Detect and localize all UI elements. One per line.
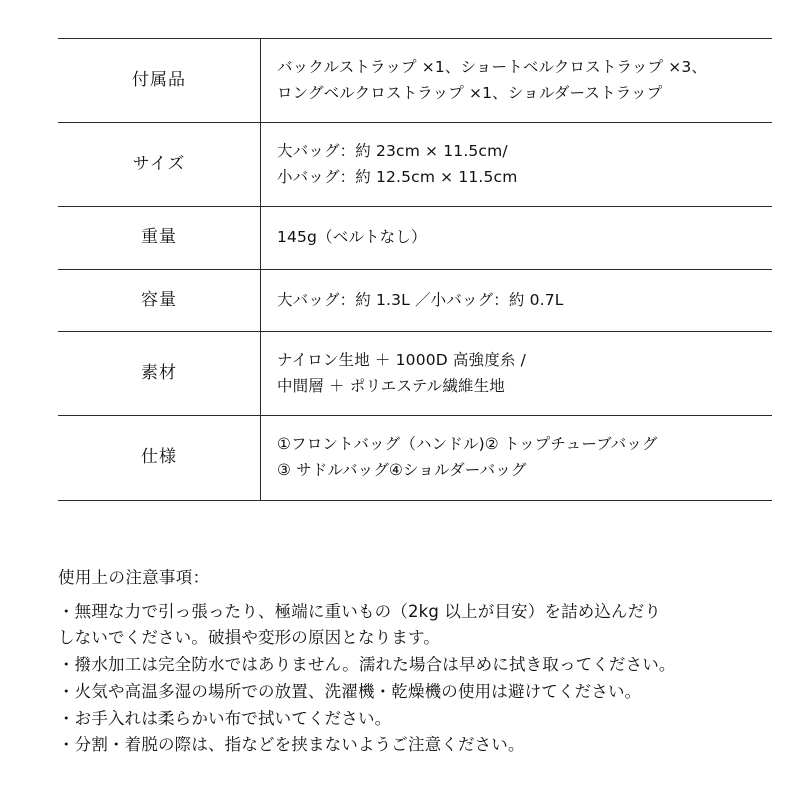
table-row [58, 207, 772, 270]
table-row [58, 39, 772, 123]
spec-label: 重量 [58, 207, 261, 270]
note-line: しないでください。破損や変形の原因となります。 [58, 628, 440, 648]
note-line: ・無理な力で引っ張ったり、極端に重いもの（2kg 以上が目安）を詰め込んだり [58, 601, 662, 621]
note-line: ・お手入れは柔らかい布で拭いてください。 [58, 708, 392, 728]
table-row [58, 332, 772, 416]
spec-label: 素材 [58, 332, 261, 416]
spec-value-line: 大バッグ：約 23cm × 11.5cm/ [277, 142, 508, 161]
spec-label: サイズ [58, 123, 261, 207]
spec-value [261, 39, 773, 123]
table-row [58, 269, 772, 332]
specification-table [58, 38, 772, 501]
notes-title: 使用上の注意事項： [58, 568, 210, 587]
table-row [58, 416, 772, 500]
spec-value [261, 416, 773, 500]
note-line: ・撥水加工は完全防水ではありません。濡れた場合は早めに拭き取ってください。 [58, 655, 676, 675]
spec-value [261, 207, 773, 270]
note-line: ・火気や高温多湿の場所での放置、洗濯機・乾燥機の使用は避けてください。 [58, 681, 642, 701]
spec-value-line: 中間層 ＋ ポリエステル繊維生地 [277, 376, 505, 395]
spec-value [261, 269, 773, 332]
spec-value-line: ①フロントバッグ（ハンドル)② トップチューブバッグ [277, 435, 658, 454]
spec-value-line: ナイロン生地 ＋ 1000D 高強度糸 / [277, 351, 526, 370]
spec-value-line: ロングベルクロストラップ ×1、ショルダーストラップ [277, 83, 663, 102]
spec-value-line: ③ サドルバッグ④ショルダーバッグ [277, 460, 527, 479]
usage-notes [58, 566, 778, 759]
note-line: ・分割・着脱の際は、指などを挟まないようご注意ください。 [58, 735, 525, 755]
spec-value-line: 145g（ベルトなし） [277, 228, 427, 247]
spec-value-line: 小バッグ：約 12.5cm × 11.5cm [277, 167, 518, 186]
spec-value [261, 332, 773, 416]
spec-label: 付属品 [58, 39, 261, 123]
spec-value-line: バックルストラップ ×1、ショートベルクロストラップ ×3、 [277, 58, 708, 76]
spec-value [261, 123, 773, 207]
table-row [58, 123, 772, 207]
spec-value-line: 大バッグ：約 1.3L ／小バッグ：約 0.7L [277, 290, 564, 309]
spec-label: 容量 [58, 269, 261, 332]
spec-label: 仕様 [58, 416, 261, 500]
